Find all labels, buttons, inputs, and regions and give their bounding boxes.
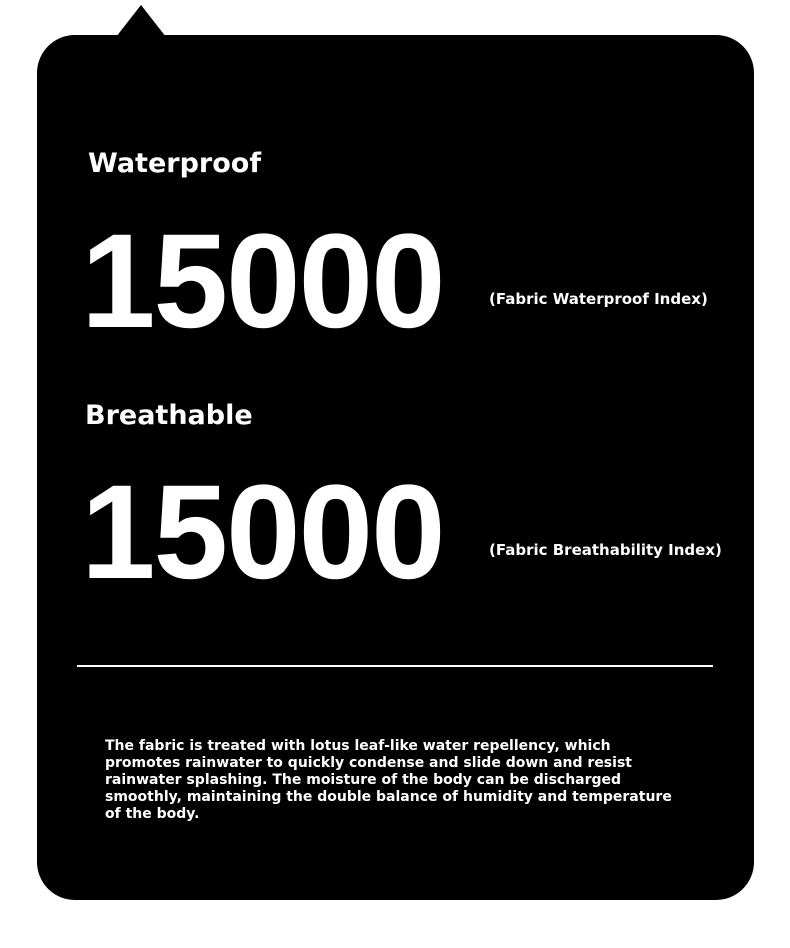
- waterproof-index-note: (Fabric Waterproof Index): [489, 290, 708, 308]
- breathable-value: 15000: [81, 458, 444, 607]
- breathable-index-note: (Fabric Breathability Index): [489, 541, 722, 559]
- feature-card: [37, 35, 754, 900]
- section-divider: [77, 665, 713, 667]
- breathable-title: Breathable: [85, 400, 253, 431]
- waterproof-value: 15000: [81, 207, 444, 356]
- card-pointer-notch: [116, 5, 166, 37]
- fabric-description: The fabric is treated with lotus leaf-like water repellency, which promotes rainwater to quickly condense and slide down and resist rainwater splashing. The moisture of the body can be discharged smoothly, maintaining the double balance of humidity and temperature of the body.: [105, 738, 672, 822]
- waterproof-title: Waterproof: [88, 148, 262, 179]
